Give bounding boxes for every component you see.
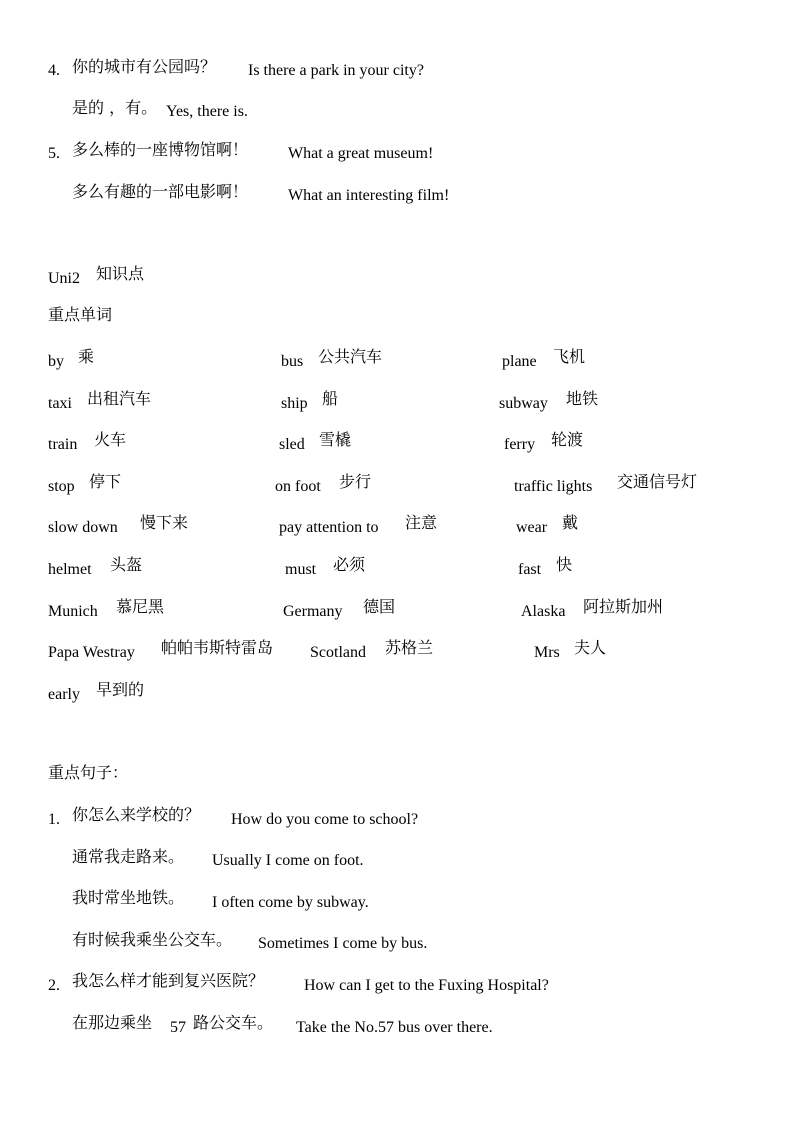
sentence-zh: 你的城市有公园吗？ — [72, 57, 217, 76]
vocab-en: Mrs — [534, 644, 560, 661]
vocab-zh: 慢下来 — [140, 513, 189, 532]
vocab-en: early — [48, 686, 80, 703]
vocab-en: Scotland — [310, 644, 366, 661]
vocab-zh: 慕尼黑 — [116, 597, 165, 616]
answer-zh: 路公交车。 — [193, 1013, 274, 1032]
vocab-zh: 公共汽车 — [318, 347, 383, 366]
answer-en: Take the No.57 bus over there. — [296, 1019, 493, 1036]
answer-zh: 我时常坐地铁。 — [72, 888, 185, 907]
vocab-zh: 苏格兰 — [385, 638, 434, 657]
vocab-zh: 停下 — [89, 472, 122, 491]
vocab-en: ship — [281, 395, 308, 412]
vocab-en: on foot — [275, 478, 321, 495]
item-number: 4. — [48, 62, 60, 79]
unit-topic: 知识点 — [96, 264, 145, 283]
sentence-zh: 多么有趣的一部电影啊！ — [72, 182, 249, 201]
sentence-en: Is there a park in your city? — [248, 62, 424, 79]
question-en: How do you come to school? — [231, 811, 419, 828]
answer-zh: 在那边乘坐 — [72, 1013, 153, 1032]
vocab-zh: 船 — [322, 389, 339, 408]
vocab-zh: 帕帕韦斯特雷岛 — [161, 638, 274, 657]
vocab-zh: 地铁 — [566, 389, 599, 408]
bus-number: 57 — [170, 1019, 186, 1036]
vocab-zh: 轮渡 — [551, 430, 584, 449]
vocab-zh: 飞机 — [553, 347, 586, 366]
vocab-en: Papa Westray — [48, 644, 135, 661]
vocab-zh: 阿拉斯加州 — [583, 597, 664, 616]
vocab-zh: 出租汽车 — [87, 389, 152, 408]
vocab-en: ferry — [504, 436, 536, 453]
vocab-en: taxi — [48, 395, 72, 412]
reply-zh: 是的 ，有。 — [72, 98, 158, 117]
vocab-en: fast — [518, 561, 542, 578]
vocab-en: train — [48, 436, 78, 453]
vocab-en: wear — [516, 519, 548, 536]
vocab-zh: 必须 — [333, 555, 366, 574]
vocab-en: must — [285, 561, 317, 578]
sentence-en: What an interesting film! — [288, 187, 450, 204]
vocab-zh: 早到的 — [96, 680, 145, 699]
item-number: 5. — [48, 145, 60, 162]
vocab-en: sled — [279, 436, 305, 453]
vocab-en: Alaska — [521, 603, 566, 620]
reply-en: Yes, there is. — [166, 103, 248, 120]
answer-en: Sometimes I come by bus. — [258, 935, 428, 952]
sentences-heading: 重点句子： — [48, 763, 129, 782]
vocab-zh: 步行 — [339, 472, 372, 491]
answer-zh: 有时候我乘坐公交车。 — [72, 930, 233, 949]
vocab-en: plane — [502, 353, 537, 370]
vocab-heading: 重点单词 — [48, 305, 113, 324]
vocab-zh: 快 — [556, 555, 573, 574]
vocab-en: stop — [48, 478, 75, 495]
item-number: 2. — [48, 977, 60, 994]
vocab-en: slow down — [48, 519, 118, 536]
question-zh: 我怎么样才能到复兴医院？ — [72, 971, 265, 990]
sentence-zh: 多么棒的一座博物馆啊！ — [72, 140, 249, 159]
unit-label: Uni2 — [48, 270, 80, 287]
question-en: How can I get to the Fuxing Hospital? — [304, 977, 549, 994]
vocab-zh: 交通信号灯 — [617, 472, 698, 491]
answer-en: I often come by subway. — [212, 894, 369, 911]
vocab-zh: 德国 — [363, 597, 396, 616]
item-number: 1. — [48, 811, 60, 828]
question-zh: 你怎么来学校的？ — [72, 805, 201, 824]
sentence-en: What a great museum! — [288, 145, 434, 162]
vocab-zh: 戴 — [562, 513, 579, 532]
vocab-en: helmet — [48, 561, 92, 578]
vocab-en: bus — [281, 353, 304, 370]
vocab-zh: 头盔 — [110, 555, 143, 574]
vocab-zh: 注意 — [405, 513, 438, 532]
vocab-en: Germany — [283, 603, 343, 620]
vocab-en: subway — [499, 395, 548, 412]
answer-zh: 通常我走路来。 — [72, 847, 185, 866]
answer-en: Usually I come on foot. — [212, 852, 364, 869]
vocab-en: Munich — [48, 603, 98, 620]
vocab-en: pay attention to — [279, 519, 379, 536]
vocab-zh: 雪橇 — [319, 430, 352, 449]
vocab-en: by — [48, 353, 64, 370]
vocab-zh: 夫人 — [574, 638, 607, 657]
vocab-en: traffic lights — [514, 478, 593, 495]
vocab-zh: 火车 — [94, 430, 127, 449]
vocab-zh: 乘 — [78, 347, 95, 366]
